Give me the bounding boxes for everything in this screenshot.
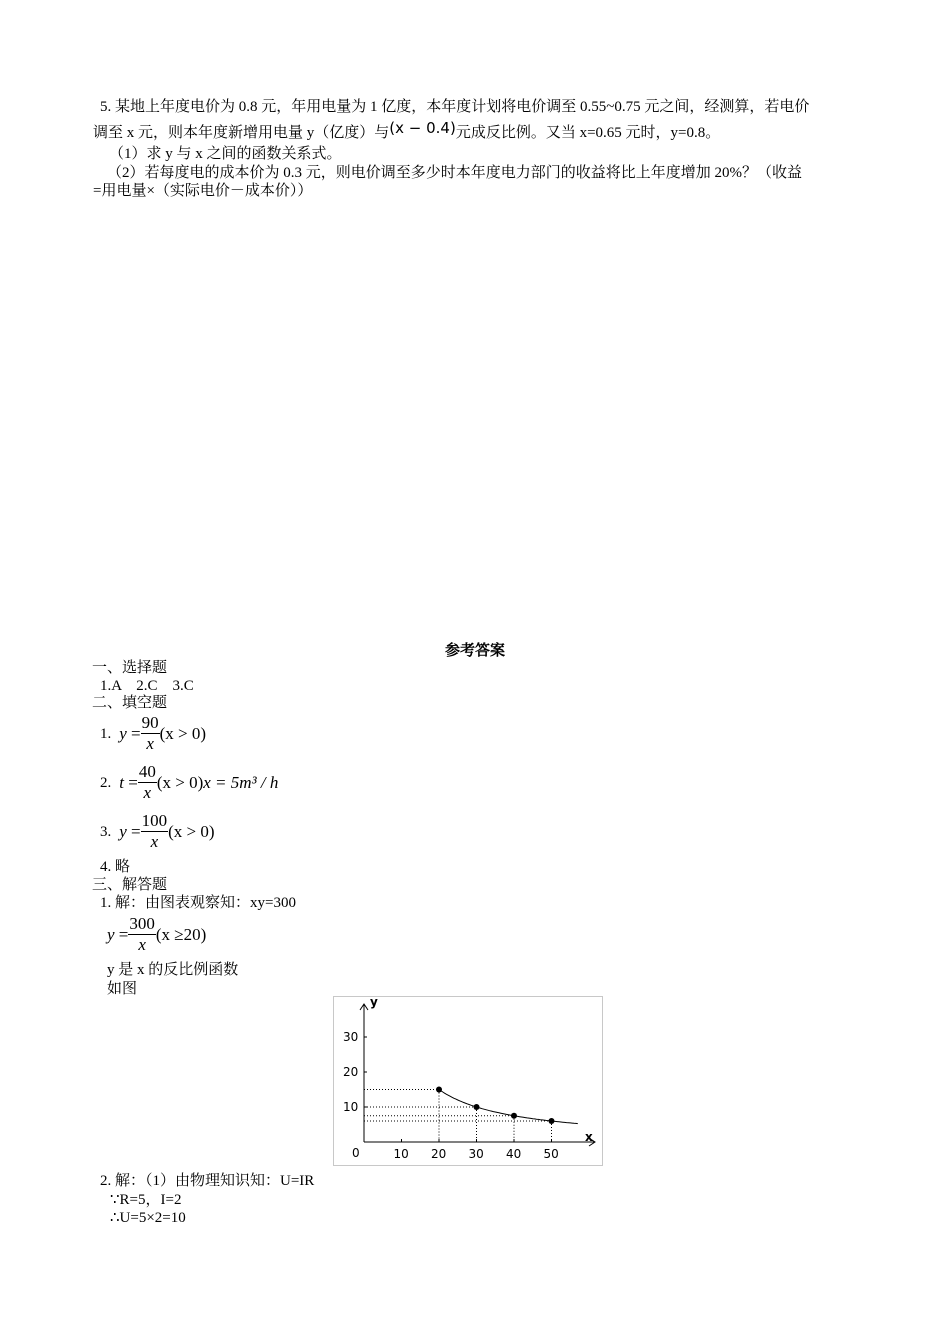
fill-3-numerator: 100 (141, 811, 168, 830)
solution-2-line-1: 2. 解：（1）由物理知识知：U=IR (100, 1173, 315, 1189)
x-tick-label: 30 (468, 1147, 484, 1161)
fill-answer-4: 4. 略 (100, 859, 131, 875)
fill-answer-1: 1. y = $\frac{90}{x}$ (x > 0) (100, 713, 207, 753)
question-5-part-1: （1）求 y 与 x 之间的函数关系式。 (109, 146, 342, 162)
fill-3-lhs: y (119, 821, 127, 841)
chart-svg (333, 996, 603, 1166)
data-point (474, 1104, 480, 1110)
fill-1-condition: (x > 0) (159, 723, 207, 743)
question-5-part-2-cont: =用电量×（实际电价－成本价）） (93, 183, 313, 199)
sol1-numerator: 300 (129, 914, 155, 933)
fill-2-number: 2. (100, 774, 112, 791)
answers-title: 参考答案 (444, 643, 505, 659)
fill-1-number: 1. (100, 725, 112, 742)
chart-frame (334, 997, 603, 1166)
fill-2-lhs: t (119, 772, 124, 792)
data-point (549, 1118, 555, 1124)
question-5-line-2 (93, 119, 721, 142)
fill-1-denominator: x (146, 734, 154, 753)
solution-1-see-figure: 如图 (107, 981, 138, 997)
fill-answer-2: 2. t = $\frac{40}{x}$ (x > 0) x = 5m³ / h (100, 762, 279, 802)
fill-1-numerator: 90 (141, 713, 159, 732)
section-choice-heading: 一、选择题 (92, 660, 168, 676)
x-tick-label: 50 (543, 1147, 559, 1161)
section-fill-heading: 二、填空题 (92, 695, 168, 711)
sol1-lhs: y (107, 924, 115, 944)
data-point (436, 1087, 442, 1093)
fill-3-denominator: x (150, 832, 159, 851)
y-axis-label: y (370, 996, 378, 1009)
fill-2-denominator: x (143, 783, 152, 802)
sol1-condition: (x ≥20) (155, 924, 207, 944)
solution-2-line-2: ∵R=5，I=2 (110, 1192, 182, 1208)
y-tick-label: 30 (343, 1030, 359, 1044)
question-5-line-1: 5. 某地上年度电价为 0.8 元，年用电量为 1 亿度，本年度计划将电价调至 0.55~0.75 元之间，经测算，若电价 (100, 99, 810, 115)
x-tick-label: 10 (393, 1147, 409, 1161)
question-5-line-2-b: 元成反比例。又当 x=0.65 元时，y=0.8。 (455, 125, 721, 141)
question-5-line-2-a: 调至 x 元，则本年度新增用电量 y（亿度）与 (93, 125, 390, 141)
solution-1-line: 1. 解：由图表观察知：xy=300 (100, 895, 296, 911)
fill-2-extra: x = 5m³ / h (203, 772, 279, 792)
curve-line (439, 1090, 578, 1124)
solution-1-conclusion: y 是 x 的反比例函数 (107, 962, 239, 978)
question-5-part-2: （2）若每度电的成本价为 0.3 元，则电价调至多少时本年度电力部门的收益将比上年度增加 20%？（收益 (107, 165, 802, 181)
x-axis-label: x (585, 1130, 593, 1144)
fill-3-fraction (141, 811, 169, 852)
origin-label: 0 (352, 1146, 360, 1160)
data-point (511, 1113, 517, 1119)
question-5-expression: (x − 0.4) (389, 119, 456, 137)
x-tick-label: 40 (506, 1147, 522, 1161)
solution-2-line-3: ∴U=5×2=10 (110, 1210, 186, 1226)
fill-1-fraction (141, 713, 160, 754)
fill-1-lhs: y (119, 723, 127, 743)
fill-3-condition: (x > 0) (168, 821, 215, 841)
section-solve-heading: 三、解答题 (92, 877, 168, 893)
sol1-fraction (128, 914, 156, 955)
inverse-function-chart (333, 996, 603, 1166)
solution-1-equation: y = $\frac{300}{x}$ (x ≥20) (107, 914, 207, 954)
fill-2-fraction (138, 762, 157, 803)
fill-2-numerator: 40 (138, 762, 156, 781)
x-tick-label: 20 (431, 1147, 447, 1161)
fill-answer-3: 3. y = $\frac{100}{x}$ (x > 0) (100, 811, 215, 851)
fill-2-condition: (x > 0) (156, 772, 204, 792)
sol1-denominator: x (138, 935, 146, 954)
y-tick-label: 10 (343, 1100, 359, 1114)
fill-3-number: 3. (100, 823, 112, 840)
y-tick-label: 20 (343, 1065, 359, 1079)
choice-answers: 1.A 2.C 3.C (100, 678, 194, 694)
